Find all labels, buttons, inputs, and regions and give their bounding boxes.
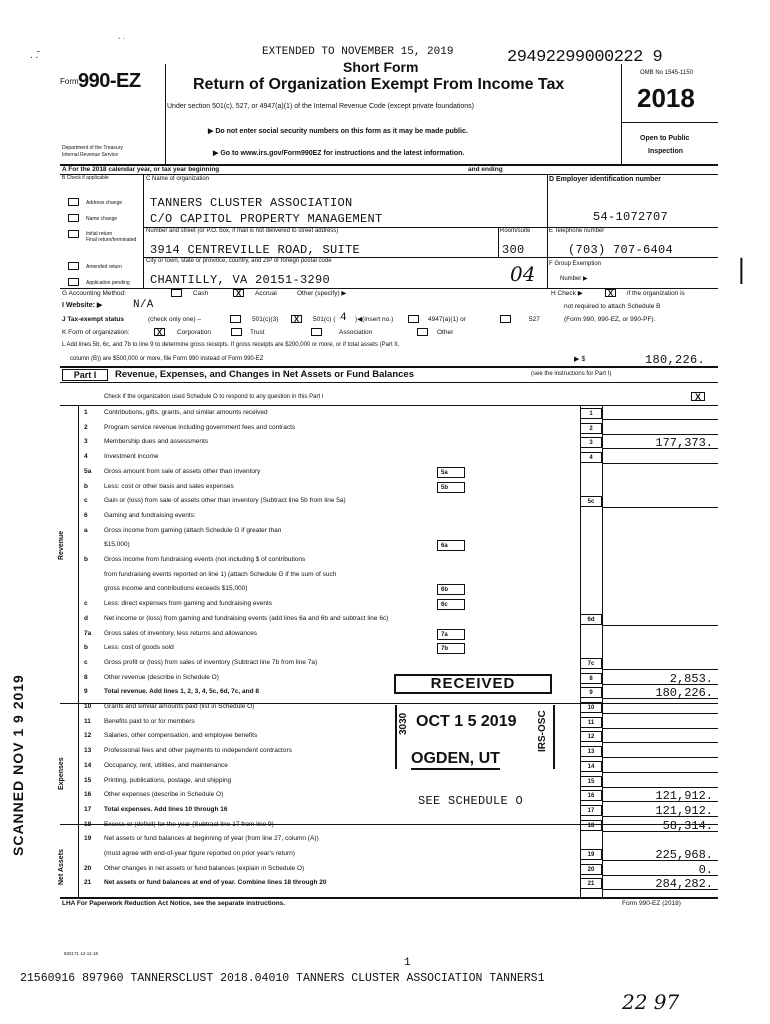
part-1-tag: Part I xyxy=(62,369,108,381)
line-description: Salaries, other compensation, and employee benefits xyxy=(104,732,258,740)
line-amount: 121,912. xyxy=(655,803,713,818)
line-description: Membership dues and assessments xyxy=(104,438,209,446)
scan-mark-left: . .̄ xyxy=(30,50,39,61)
telephone-value: (703) 707-6404 xyxy=(568,243,674,257)
checkbox-schedule-o[interactable]: X xyxy=(691,392,705,401)
line-box: 5c xyxy=(580,496,602,507)
checkbox-cash[interactable] xyxy=(171,289,182,297)
501c-number: 4 xyxy=(340,312,347,324)
h-check-label: H Check ▶ xyxy=(551,290,583,297)
line-description: Less: direct expenses from gaming and fundraising events xyxy=(104,600,273,608)
line-sub-box: 7b xyxy=(437,643,465,654)
line-number: 15 xyxy=(84,776,92,784)
tax-year: 2018 xyxy=(637,83,695,113)
line-description: Net assets or fund balances at beginning of year (from line 27, column (A)) xyxy=(104,835,319,843)
line-number: 2 xyxy=(84,423,88,431)
line-box: 9 xyxy=(580,687,602,698)
line-description: Gaming and fundraising events: xyxy=(104,511,196,519)
h-text-1: if the organization is xyxy=(627,290,685,297)
checkbox-4947[interactable] xyxy=(408,315,419,323)
line-description: Gross sales of inventory, less returns and allowances xyxy=(104,629,258,637)
line-description: Other expenses (describe in Schedule O) xyxy=(104,791,224,799)
line-sub-box: 5b xyxy=(437,482,465,493)
line-l-text-2: column (B)) are $500,000 or more, file Form 990 instead of Form 990-EZ xyxy=(70,356,264,362)
line-number: 7a xyxy=(84,629,92,637)
b-item-final-return: Final return/terminated xyxy=(86,237,137,243)
line-box: 8 xyxy=(580,673,602,684)
line-number: b xyxy=(84,556,88,563)
line-description: Excess or (deficit) for the year (Subtract line 17 from line 9) xyxy=(104,820,274,828)
line-description: gross income and contributions exceeds $15,000) xyxy=(104,585,248,593)
line-number: 3 xyxy=(84,438,88,446)
line-description: Benefits paid to or for members xyxy=(104,717,195,725)
line-amount: 225,968. xyxy=(655,848,713,862)
line-description: Net assets or fund balances at end of year. Combine lines 18 through 20 xyxy=(104,879,327,887)
line-number: 10 xyxy=(84,703,92,710)
b-item-address-change: Address change xyxy=(86,200,123,206)
goto-irs-notice: ▶ Go to www.irs.gov/Form990EZ for instructions and the latest information. xyxy=(213,150,465,157)
line-description: Other revenue (describe in Schedule O) xyxy=(104,673,219,681)
line-sub-box: 6c xyxy=(437,599,465,610)
line-number: 20 xyxy=(84,864,92,872)
street-address: 3914 CENTREVILLE ROAD, SUITE xyxy=(150,243,361,257)
under-section-text: Under section 501(c), 527, or 4947(a)(1) of the Internal Revenue Code (except private foundations) xyxy=(167,103,475,110)
checkbox-trust[interactable] xyxy=(231,328,242,336)
line-l-text-1: L Add lines 5b, 6c, and 7b to line 9 to determine gross receipts. If gross receipts are $200,000 or more, or if total assets (Part II, xyxy=(62,342,400,348)
line-description: Other changes in net assets or fund balances (explain in Schedule O) xyxy=(104,864,305,872)
open-public-2: Inspection xyxy=(648,148,684,155)
line-number: c xyxy=(84,600,88,608)
net-assets-section-label: Net Assets xyxy=(58,849,65,885)
line-box: 19 xyxy=(580,849,602,860)
irs-label: Internal Revenue Service xyxy=(62,152,119,158)
line-box: 7c xyxy=(580,658,602,669)
line-sub-box: 6b xyxy=(437,584,465,595)
line-description: Gross amount from sale of assets other than inventory xyxy=(104,467,261,475)
line-description: (must agree with end-of-year figure reported on prior year's return) xyxy=(104,850,295,857)
line-box: 4 xyxy=(580,452,602,463)
line-description: Total revenue. Add lines 1, 2, 3, 4, 5c, 6d, 7c, and 8 xyxy=(104,688,259,696)
line-box: 3 xyxy=(580,437,602,448)
line-description: Contributions, gifts, grants, and similar amounts received xyxy=(104,409,268,416)
software-code: 832171 12-11-18 xyxy=(64,951,98,956)
room-suite-label: Room/suite xyxy=(500,228,531,234)
form-number: 990-EZ xyxy=(78,70,141,92)
line-number: 13 xyxy=(84,747,92,755)
form-of-org-label: K Form of organization: xyxy=(62,329,130,336)
checkbox-name-change[interactable] xyxy=(68,214,79,222)
form-label: Form xyxy=(60,77,79,86)
line-number: 12 xyxy=(84,732,92,740)
line-amount: 2,853. xyxy=(669,671,713,686)
line-number: 8 xyxy=(84,673,88,681)
association-label: Association xyxy=(339,329,373,336)
line-box: 6d xyxy=(580,614,602,625)
received-date-stamp: OCT 1 5 2019 xyxy=(416,713,517,730)
label-501c3: 501(c)(3) xyxy=(252,316,279,323)
ein-value: 54-1072707 xyxy=(593,210,669,224)
line-a-label: A For the 2018 calendar year, or tax year beginning xyxy=(62,166,220,173)
other-specify-label: Other (specify) ▶ xyxy=(297,290,347,297)
room-suite: 300 xyxy=(502,243,525,257)
b-item-application-pending: Application pending xyxy=(86,280,130,286)
checkbox-application-pending[interactable] xyxy=(68,278,79,286)
received-city-stamp: OGDEN, UT xyxy=(411,750,500,770)
part-1-title: Revenue, Expenses, and Changes in Net Assets or Fund Balances xyxy=(115,369,414,380)
short-form-title: Short Form xyxy=(343,59,419,75)
checkbox-address-change[interactable] xyxy=(68,198,79,206)
other-label: Other xyxy=(437,329,454,336)
line-description: Gain or (loss) from sale of assets other than inventory (Subtract line 5b from line 5a) xyxy=(104,497,346,505)
margin-mark: | xyxy=(737,255,746,285)
line-box: 1 xyxy=(580,408,602,419)
no-ssn-notice: ▶ Do not enter social security numbers on this form as it may be made public. xyxy=(208,128,468,135)
line-description: Total expenses. Add lines 10 through 16 xyxy=(104,805,228,813)
line-description: Gross income from fundraising events (not including $ of contributions xyxy=(104,556,306,563)
line-amount: 0. xyxy=(698,862,713,877)
line-number: 21 xyxy=(84,879,92,887)
website-value: N/A xyxy=(133,299,154,311)
received-stamp: RECEIVED xyxy=(394,674,552,694)
line-amount: 121,912. xyxy=(655,789,713,804)
line-number: b xyxy=(84,482,88,490)
line-description: Occupancy, rent, utilities, and maintenance xyxy=(104,761,228,769)
checkbox-other[interactable] xyxy=(417,328,428,336)
line-number: 19 xyxy=(84,835,92,843)
city-state-zip: CHANTILLY, VA 20151-3290 xyxy=(150,273,331,287)
checkbox-amended-return[interactable] xyxy=(68,262,79,270)
line-number: c xyxy=(84,658,88,666)
h-text-3: (Form 990, 990-EZ, or 990-PF). xyxy=(564,316,656,323)
b-check-label: B Check if applicable xyxy=(62,175,109,181)
line-box: 18 xyxy=(580,820,602,831)
omb-number: OMB No 1545-1150 xyxy=(640,70,693,76)
org-name: TANNERS CLUSTER ASSOCIATION xyxy=(150,196,353,210)
schedule-o-check-text: Check if the organization used Schedule O to respond to any question in this Part I xyxy=(104,394,324,400)
website-label: I Website: ▶ xyxy=(62,302,103,309)
line-number: 1 xyxy=(84,409,88,416)
dept-treasury: Department of the Treasury xyxy=(62,145,123,151)
line-box: 2 xyxy=(580,423,602,434)
and-ending-label: and ending xyxy=(468,166,503,173)
line-amount: 177,373. xyxy=(655,436,713,451)
line-box: 16 xyxy=(580,790,602,801)
line-number: 6 xyxy=(84,511,88,519)
bottom-id-line: 21560916 897960 TANNERSCLUST 2018.04010 TANNERS CLUSTER ASSOCIATION TANNERS1 xyxy=(20,972,545,985)
ein-label: D Employer identification number xyxy=(549,176,662,183)
label-527: 527 xyxy=(529,316,540,323)
b-item-initial-return: Initial return xyxy=(86,231,113,237)
line-sub-box: 5a xyxy=(437,467,465,478)
line-description: from fundraising events reported on line 1) (attach Schedule G if the sum of such xyxy=(104,570,337,578)
group-exemption-label: F Group Exemption xyxy=(549,261,602,267)
line-description: Investment income xyxy=(104,453,159,461)
part-1-subtitle: (see the instructions for Part I) xyxy=(531,371,612,377)
line-description: Gross income from gaming (attach Schedule G if greater than xyxy=(104,526,282,534)
insert-no-label: )◀(insert no.) xyxy=(355,316,394,323)
telephone-label: E Telephone number xyxy=(549,228,605,234)
line-box: 12 xyxy=(580,731,602,742)
c-name-label: C Name of organization xyxy=(146,176,210,182)
line-description: Less: cost of goods sold xyxy=(104,644,174,652)
extended-stamp: EXTENDED TO NOVEMBER 15, 2019 xyxy=(262,46,454,58)
line-box: 13 xyxy=(580,746,602,757)
handwritten-04: 04 xyxy=(510,262,536,286)
line-description: Gross profit or (loss) from sales of inventory (Subtract line 7b from line 7a) xyxy=(104,658,318,666)
check-only-one: (check only one) – xyxy=(148,316,202,323)
line-number: 16 xyxy=(84,791,92,799)
line-number: 11 xyxy=(84,717,91,725)
line-amount: 180,226. xyxy=(655,686,713,701)
line-amount: 58,314. xyxy=(662,818,713,833)
checkbox-501c3[interactable] xyxy=(230,315,241,323)
b-item-name-change: Name change xyxy=(86,216,118,222)
see-schedule-o-note: SEE SCHEDULE O xyxy=(418,794,524,808)
h-text-2: not required to attach Schedule B xyxy=(564,303,661,310)
group-exemption-number-label: Number ▶ xyxy=(560,276,588,282)
line-number: 18 xyxy=(84,820,92,828)
line-number: 5a xyxy=(84,467,92,475)
line-description: Program service revenue including government fees and contracts xyxy=(104,423,296,431)
form-footer: Form 990-EZ (2018) xyxy=(622,900,681,907)
expenses-section-label: Expenses xyxy=(58,757,65,790)
line-amount: 284,282. xyxy=(655,877,713,892)
checkbox-corporation[interactable]: X xyxy=(154,328,165,336)
tax-exempt-status-label: J Tax-exempt status xyxy=(62,316,125,323)
revenue-section-label: Revenue xyxy=(58,530,65,560)
cash-label: Cash xyxy=(193,290,209,297)
line-number: b xyxy=(84,644,88,652)
org-name-care-of: C/O CAPITOL PROPERTY MANAGEMENT xyxy=(150,212,383,226)
checkbox-schedule-b[interactable]: X xyxy=(605,289,616,297)
line-description: Grants and similar amounts paid (list in Schedule O) xyxy=(104,703,255,710)
street-label: Number and street (or P.O. box, if mail is not delivered to street address) xyxy=(146,228,339,234)
corporation-label: Corporation xyxy=(177,329,211,336)
label-501c: 501(c) ( xyxy=(313,316,336,323)
line-description: Professional fees and other payments to independent contractors xyxy=(104,747,292,755)
line-box: 11 xyxy=(580,717,602,728)
gross-receipts-amount: 180,226. xyxy=(645,353,706,367)
dln-number: 29492299000222 9 xyxy=(507,48,663,67)
line-description: Net income or (loss) from gaming and fundraising events (add lines 6a and 6b and subtract line 6c) xyxy=(104,614,389,622)
checkbox-501c[interactable]: X xyxy=(291,315,302,323)
label-4947: 4947(a)(1) or xyxy=(428,316,466,323)
line-number: 14 xyxy=(84,761,92,769)
handwritten-bottom: 22 97 xyxy=(622,990,680,1014)
main-title: Return of Organization Exempt From Income Tax xyxy=(193,76,565,93)
line-number: 17 xyxy=(84,805,92,813)
checkbox-association[interactable] xyxy=(311,328,322,336)
line-number: a xyxy=(84,526,88,534)
accrual-label: Accrual xyxy=(255,290,277,297)
line-box: 10 xyxy=(580,702,602,713)
line-description: Printing, publications, postage, and shipping xyxy=(104,776,232,784)
lha-notice: LHA For Paperwork Reduction Act Notice, see the separate instructions. xyxy=(62,900,286,907)
stamp-right-code: IRS-OSC xyxy=(537,710,548,752)
line-number: 4 xyxy=(84,453,88,461)
line-description: $15,000) xyxy=(104,541,130,549)
city-label: City or town, state or province, country, and ZIP or foreign postal code xyxy=(146,258,332,264)
line-l-arrow: ▶ $ xyxy=(574,356,586,363)
checkbox-initial-return[interactable] xyxy=(68,230,79,238)
line-number: 9 xyxy=(84,688,88,696)
b-item-amended-return: Amended return xyxy=(86,264,122,270)
line-sub-box: 7a xyxy=(437,629,465,640)
line-sub-box: 6a xyxy=(437,540,465,551)
open-public-1: Open to Public xyxy=(640,135,690,142)
line-description: Less: cost or other basis and sales expenses xyxy=(104,482,234,490)
line-number: c xyxy=(84,497,88,505)
scan-mark-mid: ` ˙ xyxy=(118,37,126,46)
line-number: d xyxy=(84,614,88,622)
checkbox-accrual[interactable]: X xyxy=(233,289,244,297)
scanned-stamp: SCANNED NOV 1 9 2019 xyxy=(10,674,26,856)
accounting-method-label: G Accounting Method: xyxy=(62,290,126,297)
line-box: 14 xyxy=(580,761,602,772)
line-box: 17 xyxy=(580,805,602,816)
stamp-left-code: 3030 xyxy=(398,712,409,735)
line-box: 21 xyxy=(580,878,602,889)
line-box: 15 xyxy=(580,776,602,787)
page-number: 1 xyxy=(404,957,411,969)
checkbox-527[interactable] xyxy=(500,315,511,323)
trust-label: Trust xyxy=(250,329,265,336)
line-box: 20 xyxy=(580,864,602,875)
